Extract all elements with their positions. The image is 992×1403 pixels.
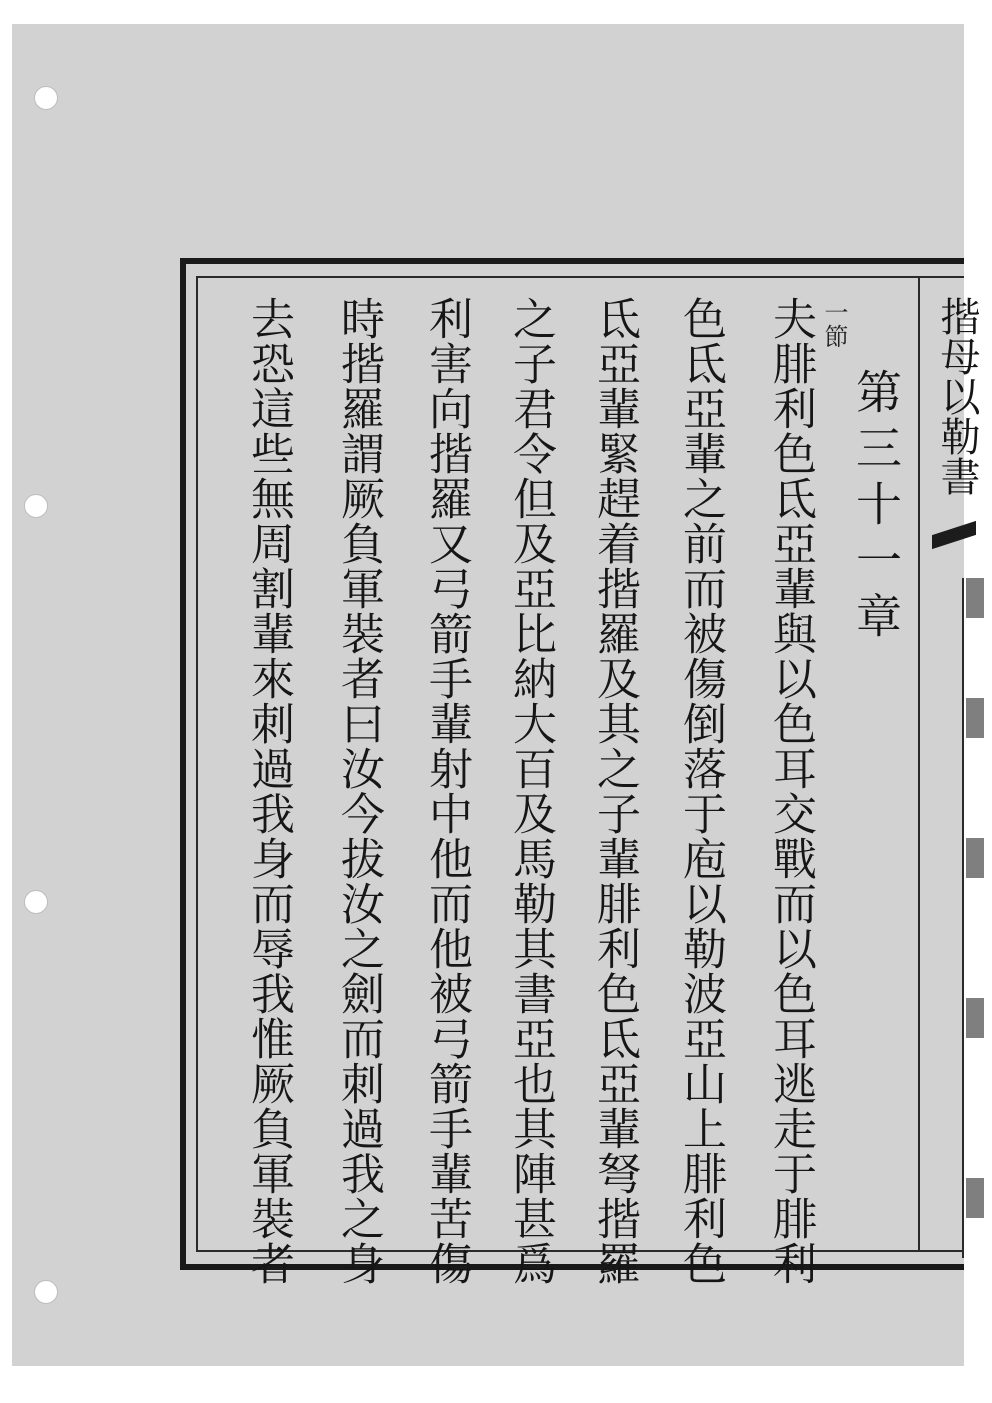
text-column-3: 氐亞輩緊趕着揩羅及其之子輩腓利色氐亞輩弩揩羅 — [589, 296, 640, 1286]
fold-notch — [932, 521, 976, 549]
text-frame — [180, 258, 980, 1286]
column-divider — [918, 278, 920, 1250]
punch-hole-1 — [34, 86, 58, 110]
chapter-heading: 第三十一章 — [849, 368, 903, 648]
text-column-6: 時揩羅謂厥負軍裝者曰汝今拔汝之劍而刺過我之身 — [333, 296, 384, 1286]
text-column-7: 去恐這些無周割輩來刺過我身而辱我惟厥負軍裝者 — [243, 296, 294, 1286]
text-column-1: 夫腓利色氐亞輩與以色耳交戰而以色耳逃走于腓利 — [765, 296, 816, 1286]
text-area — [196, 276, 980, 1286]
section-mark: 一節 — [820, 300, 848, 348]
text-column-5: 利害向揩羅又弓箭手輩射中他而他被弓箭手輩苦傷 — [421, 296, 472, 1286]
running-title: 揩母以勒書 — [934, 296, 980, 496]
text-column-2: 色氐亞輩之前而被傷倒落于庖以勒波亞山上腓利色 — [675, 296, 726, 1286]
punch-hole-4 — [34, 1280, 58, 1304]
punch-hole-2 — [24, 494, 48, 518]
punch-hole-3 — [24, 890, 48, 914]
text-column-4: 之子君令但及亞比納大百及馬勒其書亞也其陣甚爲 — [505, 296, 556, 1286]
next-page-edge — [962, 578, 984, 1258]
